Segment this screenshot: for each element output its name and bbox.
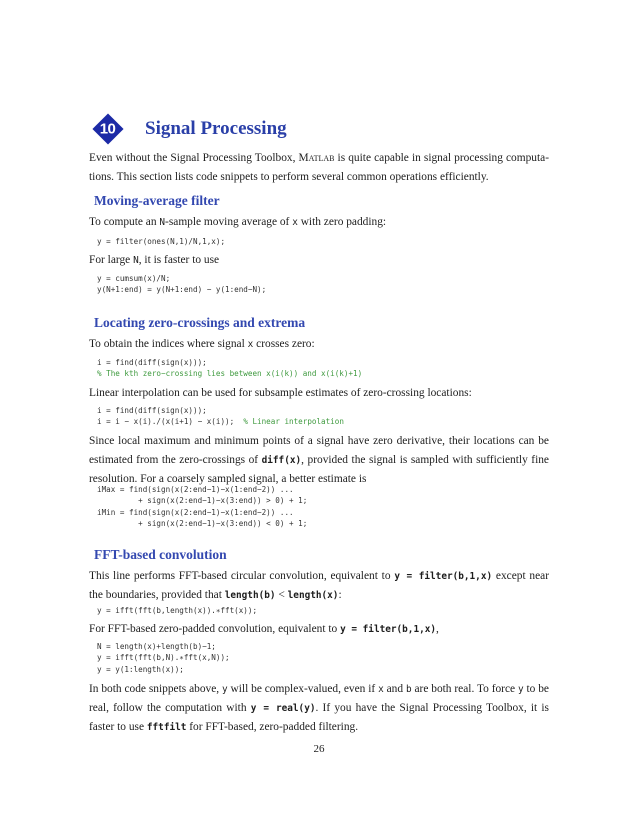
code-line: + sign(x(2:end−1)−x(3:end)) > 0) + 1; bbox=[97, 496, 308, 506]
code-line: y = ifft(fft(b,length(x)).∗fft(x)); bbox=[97, 606, 258, 615]
chapter-heading bbox=[92, 112, 287, 146]
code-comment: % The kth zero−crossing lies between x(i(k)) and x(i(k)+1) bbox=[97, 369, 363, 379]
paragraph: For FFT-based zero-padded convolution, equivalent to y = filter(b,1,x), bbox=[89, 623, 439, 635]
code-line: iMax = find(sign(x(2:end−1)−x(1:end−2)) ... bbox=[97, 485, 294, 494]
paragraph: To compute an N-sample moving average of x with zero padding: bbox=[89, 216, 387, 228]
intro-paragraph: Even without the Signal Processing Toolbox, Matlab is quite capable in signal processing computa-tions. This section lists code snippets to perform several common operations efficiently. bbox=[89, 152, 549, 183]
code-line: y = ifft(fft(b,N).∗fft(x,N)); bbox=[97, 653, 230, 663]
code-block bbox=[97, 357, 362, 380]
code-block bbox=[97, 273, 266, 296]
section-title-fft-convolution: FFT-based convolution bbox=[94, 547, 227, 562]
paragraph: Since local maximum and minimum points of a signal have zero derivative, their locations can be estimated from the zero-crossings of diff(x), provided the signal is sampled with sufficiently fine resolution. For a coarsely sampled signal, a better estimate is bbox=[89, 435, 549, 485]
chapter-number: 10 bbox=[100, 120, 116, 138]
code-block bbox=[97, 236, 225, 247]
paragraph: This line performs FFT-based circular convolution, equivalent to y = filter(b,1,x) except near the boundaries, provided that length(b) < length(x): bbox=[89, 570, 549, 601]
code-comment: % Linear interpolation bbox=[243, 417, 344, 427]
code-line: y = cumsum(x)/N; bbox=[97, 274, 171, 283]
paragraph: In both code snippets above, y will be complex-valued, even if x and b are both real. To force y to be real, follow the computation with y = real(y). If you have the Signal Processing Toolbox, it is faster to use fftfilt for FFT-based, zero-padded filtering. bbox=[89, 683, 549, 733]
chapter-title: Signal Processing bbox=[145, 118, 287, 139]
code-line: N = length(x)+length(b)−1; bbox=[97, 642, 216, 651]
code-block bbox=[97, 405, 344, 428]
code-block bbox=[97, 605, 257, 616]
paragraph: Linear interpolation can be used for subsample estimates of zero-crossing locations: bbox=[89, 387, 472, 399]
code-line: i = i − x(i)./(x(i+1) − x(i)); bbox=[97, 417, 244, 427]
code-block bbox=[97, 641, 230, 675]
code-block bbox=[97, 484, 307, 529]
page-number: 26 bbox=[313, 743, 325, 755]
chapter-number-diamond bbox=[92, 113, 123, 144]
code-line: i = find(diff(sign(x))); bbox=[97, 358, 207, 367]
section-title-moving-average: Moving-average filter bbox=[94, 193, 220, 208]
code-line: + sign(x(2:end−1)−x(3:end)) < 0) + 1; bbox=[97, 518, 308, 528]
code-line: y(N+1:end) = y(N+1:end) − y(1:end−N); bbox=[97, 285, 267, 295]
section-title-zero-crossings: Locating zero-crossings and extrema bbox=[94, 315, 306, 330]
paragraph: For large N, it is faster to use bbox=[89, 254, 220, 266]
paragraph: To obtain the indices where signal x crosses zero: bbox=[89, 338, 315, 350]
code-line: y = y(1:length(x)); bbox=[97, 664, 184, 674]
code-line: i = find(diff(sign(x))); bbox=[97, 406, 207, 415]
code-line: iMin = find(sign(x(2:end−1)−x(1:end−2)) ... bbox=[97, 507, 294, 517]
code-line: y = filter(ones(N,1)/N,1,x); bbox=[97, 237, 226, 246]
